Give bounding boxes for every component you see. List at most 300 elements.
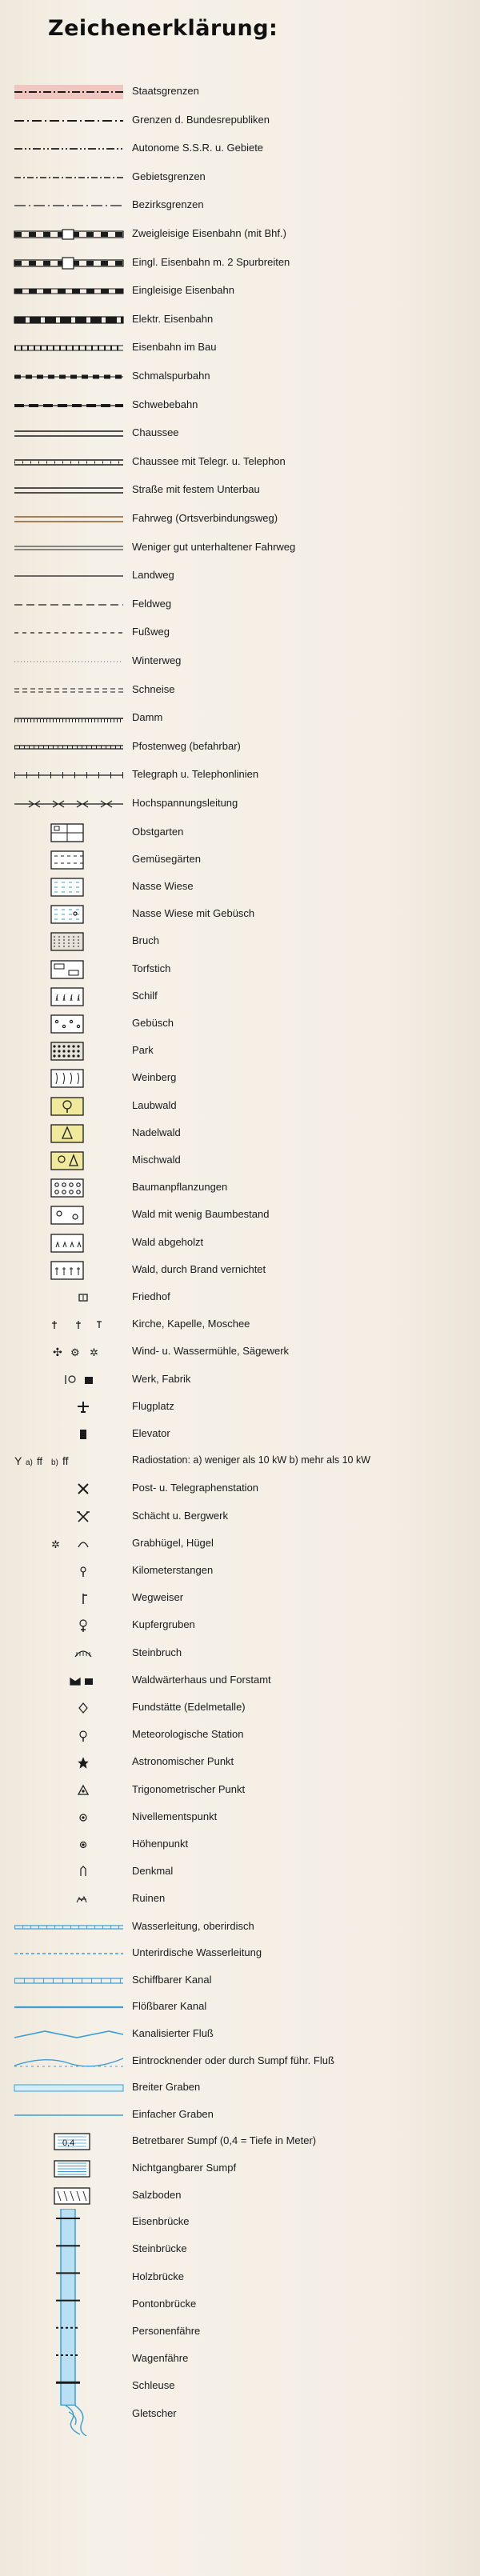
breiter-graben-symbol: [13, 2078, 125, 2098]
weinberg-symbol-svg: [13, 1068, 125, 1089]
kirche-symbol: [13, 1314, 125, 1335]
steinbrucke-label: Steinbrücke: [132, 2242, 187, 2255]
wald-abgeholzt-symbol-svg: [13, 1233, 125, 1254]
gebusch-label: Gebüsch: [132, 1017, 174, 1029]
wald-wenig-baumbestand-label: Wald mit wenig Baumbestand: [132, 1208, 270, 1221]
schmalspurbahn-symbol: [13, 366, 125, 387]
laubwald-symbol-svg: [13, 1096, 125, 1117]
elektr-eisenbahn-symbol-svg: [13, 310, 125, 330]
fahrweg-symbol: [13, 509, 125, 530]
hochspannungsleitung-symbol-svg: [13, 794, 125, 814]
zweigleisige-eisenbahn-label: Zweigleisige Eisenbahn (mit Bhf.): [132, 227, 286, 239]
bezirksgrenzen-symbol: [13, 195, 125, 216]
chaussee-telegraph-symbol: [13, 452, 125, 473]
legend-entry-wald-brand: [0, 1258, 480, 1286]
nasse-wiese-label: Nasse Wiese: [132, 880, 194, 892]
schiffbarer-kanal-label: Schiffbarer Kanal: [132, 1973, 212, 1986]
schneise-label: Schneise: [132, 682, 175, 695]
park-label: Park: [132, 1044, 154, 1057]
svg-text:Y: Y: [14, 1454, 22, 1468]
legend-entry-eingleisige-eisenbahn: [0, 279, 480, 308]
hochspannungsleitung-symbol: [13, 794, 125, 814]
nasse-wiese-gebusch-label: Nasse Wiese mit Gebüsch: [132, 907, 255, 920]
landweg-symbol: [13, 566, 125, 586]
muhle-symbol: [13, 1342, 125, 1362]
radiostation-label: Radiostation: a) weniger als 10 kW b) mehr als 10 kW: [132, 1454, 371, 1466]
grabhugel-symbol-svg: [13, 1534, 125, 1554]
wagenfahre-label: Wagenfähre: [132, 2352, 189, 2365]
kirche-symbol-svg: [13, 1314, 125, 1335]
legend-entry-mischwald: [0, 1149, 480, 1176]
betretbarer-sumpf-symbol: [13, 2131, 125, 2152]
kanalisierter-fluss-symbol-svg: [13, 2024, 125, 2045]
denkmal-label: Denkmal: [132, 1865, 174, 1878]
legend-entry-waldwarterhaus: [0, 1669, 480, 1696]
autonome-ssr-symbol-svg: [13, 138, 125, 159]
ruinen-label: Ruinen: [132, 1892, 166, 1905]
eisenbahn-im-bau-symbol: [13, 338, 125, 358]
autonome-ssr-label: Autonome S.S.R. u. Gebiete: [132, 142, 264, 154]
damm-symbol: [13, 708, 125, 729]
legend-entry-landweg: [0, 564, 480, 593]
kanalisierter-fluss-label: Kanalisierter Fluß: [132, 2027, 214, 2039]
elevator-symbol: [13, 1424, 125, 1445]
telegraph-linien-label: Telegraph u. Telephonlinien: [132, 768, 259, 781]
legend-entry-kirche: [0, 1313, 480, 1340]
bruch-symbol: [13, 931, 125, 952]
ruinen-symbol: [13, 1889, 125, 1910]
eisenbahn-im-bau-symbol-svg: [13, 338, 125, 358]
personenfahre-label: Personenfähre: [132, 2325, 201, 2337]
eingleisige-eisenbahn-symbol-svg: [13, 281, 125, 302]
grenzen-bundesrepubliken-label: Grenzen d. Bundesrepubliken: [132, 113, 270, 126]
damm-label: Damm: [132, 711, 163, 724]
friedhof-label: Friedhof: [132, 1290, 170, 1302]
autonome-ssr-symbol: [13, 138, 125, 159]
schwebebahn-label: Schwebebahn: [132, 398, 198, 410]
holzbrucke-label: Holzbrücke: [132, 2270, 185, 2282]
gemusegarten-symbol: [13, 850, 125, 870]
legend-entry-weinberg: [0, 1066, 480, 1094]
weniger-unterhaltener-fahrweg-symbol-svg: [13, 538, 125, 558]
trigonometrischer-symbol-svg: [13, 1780, 125, 1801]
wasserleitung-unterirdisch-symbol: [13, 1943, 125, 1964]
legend-entry-fahrweg: [0, 507, 480, 536]
legend-entry-laubwald: [0, 1094, 480, 1122]
svg-text:✲: ✲: [51, 1538, 60, 1550]
betretbarer-sumpf-label: Betretbarer Sumpf (0,4 = Tiefe in Meter): [132, 2134, 317, 2147]
gebietsgrenzen-label: Gebietsgrenzen: [132, 170, 206, 182]
winterweg-symbol-svg: [13, 651, 125, 672]
eingleisige-eisenbahn-label: Eingleisige Eisenbahn: [132, 284, 234, 297]
schiffbarer-kanal-symbol-svg: [13, 1970, 125, 1991]
gebusch-symbol: [13, 1014, 125, 1034]
legend-entry-gemusegarten: [0, 848, 480, 875]
legend-entry-pfostenweg: [0, 735, 480, 764]
torfstich-symbol-svg: [13, 959, 125, 980]
flugplatz-symbol-svg: [13, 1397, 125, 1418]
telegraph-linien-symbol-svg: [13, 765, 125, 786]
gletscher-label: Gletscher: [132, 2406, 177, 2419]
grabhugel-label: Grabhügel, Hügel: [132, 1536, 214, 1549]
nivellementspunkt-symbol-svg: [13, 1807, 125, 1828]
legend-entry-park: [0, 1039, 480, 1066]
kilometersteine-symbol: [13, 1561, 125, 1582]
landweg-symbol-svg: [13, 566, 125, 586]
legend-entry-wald-wenig-baumbestand: [0, 1203, 480, 1230]
legend-entry-telegraph-linien: [0, 763, 480, 792]
staatsgrenzen-label: Staatsgrenzen: [132, 85, 199, 97]
strasse-unterbau-label: Straße mit festem Unterbau: [132, 483, 260, 496]
flossbarer-kanal-label: Flößbarer Kanal: [132, 2000, 207, 2013]
radiostation-symbol-svg: [13, 1451, 125, 1472]
fussweg-symbol: [13, 622, 125, 643]
telegraph-linien-symbol: [13, 765, 125, 786]
nasse-wiese-gebusch-symbol-svg: [13, 904, 125, 925]
steinbruch-symbol: [13, 1643, 125, 1664]
weniger-unterhaltener-fahrweg-label: Weniger gut unterhaltener Fahrweg: [132, 540, 296, 553]
legend-entry-einfacher-graben: [0, 2103, 480, 2130]
einfacher-graben-label: Einfacher Graben: [132, 2107, 214, 2120]
trigonometrischer-symbol: [13, 1780, 125, 1801]
kanalisierter-fluss-symbol: [13, 2024, 125, 2045]
flugplatz-label: Flugplatz: [132, 1399, 174, 1412]
chaussee-label: Chaussee: [132, 426, 179, 439]
baumanpflanzungen-symbol: [13, 1178, 125, 1198]
flossbarer-kanal-symbol: [13, 1997, 125, 2018]
wald-wenig-baumbestand-symbol: [13, 1205, 125, 1226]
schacht-bergwerk-symbol-svg: [13, 1506, 125, 1527]
park-symbol: [13, 1041, 125, 1062]
nadelwald-symbol-svg: [13, 1123, 125, 1144]
svg-text:0,4: 0,4: [62, 2138, 75, 2149]
legend-entry-schacht-bergwerk: [0, 1505, 480, 1532]
obstgarten-label: Obstgarten: [132, 825, 184, 838]
gletscher-symbol: [13, 2404, 125, 2425]
legend-entry-wald-abgeholzt: [0, 1231, 480, 1258]
legend-entry-winterweg: [0, 650, 480, 678]
schilf-symbol-svg: [13, 986, 125, 1007]
legend-entry-nichtgangbarer-sumpf: [0, 2157, 480, 2184]
legend-entry-fussweg: [0, 621, 480, 650]
baumanpflanzungen-label: Baumanpflanzungen: [132, 1181, 228, 1194]
legend-entry-elevator: [0, 1422, 480, 1450]
legend-entry-flugplatz: [0, 1395, 480, 1422]
kupfergruben-symbol: [13, 1615, 125, 1636]
legend-entry-gebietsgrenzen: [0, 166, 480, 194]
fahrweg-symbol-svg: [13, 509, 125, 530]
schleuse-label: Schleuse: [132, 2379, 175, 2392]
weinberg-label: Weinberg: [132, 1071, 177, 1084]
weniger-unterhaltener-fahrweg-symbol: [13, 538, 125, 558]
legend-entry-flossbarer-kanal: [0, 1995, 480, 2022]
mischwald-symbol: [13, 1150, 125, 1171]
schwebebahn-symbol-svg: [13, 395, 125, 416]
legend-entry-kilometersteine: [0, 1559, 480, 1586]
kilometersteine-label: Kilometerstangen: [132, 1564, 214, 1576]
werk-fabrik-label: Werk, Fabrik: [132, 1372, 191, 1385]
fundstatte-label: Fundstätte (Edelmetalle): [132, 1701, 246, 1713]
elektr-eisenbahn-label: Elektr. Eisenbahn: [132, 312, 214, 325]
astronomischer-label: Astronomischer Punkt: [132, 1755, 234, 1768]
wegweiser-symbol: [13, 1588, 125, 1609]
legend-entry-schilf: [0, 985, 480, 1012]
legend-entry-salzboden: [0, 2184, 480, 2211]
torfstich-symbol: [13, 959, 125, 980]
svg-text:ff: ff: [37, 1455, 42, 1468]
feldweg-label: Feldweg: [132, 597, 172, 610]
legend-entry-astronomischer: [0, 1750, 480, 1778]
chaussee-telegraph-label: Chaussee mit Telegr. u. Telephon: [132, 454, 286, 467]
svg-text:b): b): [51, 1458, 58, 1468]
winterweg-label: Winterweg: [132, 654, 182, 666]
legend-entry-wasserleitung-oberirdisch: [0, 1915, 480, 1942]
legend-entry-denkmal: [0, 1860, 480, 1887]
gebietsgrenzen-symbol-svg: [13, 167, 125, 188]
nasse-wiese-symbol-svg: [13, 877, 125, 898]
wasserleitung-oberirdisch-label: Wasserleitung, oberirdisch: [132, 1919, 254, 1932]
meteorologische-label: Meteorologische Station: [132, 1728, 244, 1741]
radiostation-symbol: [13, 1451, 125, 1472]
wegweiser-symbol-svg: [13, 1588, 125, 1609]
breiter-graben-label: Breiter Graben: [132, 2081, 201, 2094]
legend-entry-torfstich: [0, 958, 480, 985]
legend-entry-hochspannungsleitung: [0, 792, 480, 821]
legend-entry-friedhof: [0, 1286, 480, 1313]
staatsgrenzen-symbol-svg: [13, 82, 125, 102]
astronomischer-symbol-svg: [13, 1752, 125, 1773]
gebietsgrenzen-symbol: [13, 167, 125, 188]
chaussee-symbol: [13, 423, 125, 444]
fundstatte-symbol-svg: [13, 1698, 125, 1718]
einfacher-graben-symbol-svg: [13, 2105, 125, 2126]
flossbarer-kanal-symbol-svg: [13, 1997, 125, 2018]
legend-entry-trigonometrischer: [0, 1778, 480, 1806]
legend-entry-post-telegraphen: [0, 1477, 480, 1504]
legend-entry-staatsgrenzen: [0, 80, 480, 109]
legend-entry-meteorologische: [0, 1723, 480, 1750]
gemusegarten-symbol-svg: [13, 850, 125, 870]
gemusegarten-label: Gemüsegärten: [132, 852, 201, 865]
trigonometrischer-label: Trigonometrischer Punkt: [132, 1782, 246, 1795]
werk-fabrik-symbol: [13, 1370, 125, 1390]
laubwald-label: Laubwald: [132, 1098, 177, 1111]
post-telegraphen-label: Post- u. Telegraphenstation: [132, 1482, 259, 1494]
schwebebahn-symbol: [13, 395, 125, 416]
legend-entry-strasse-unterbau: [0, 478, 480, 507]
eintrocknender-fluss-label: Eintrocknender oder durch Sumpf führ. Fluß: [132, 2054, 334, 2066]
elevator-symbol-svg: [13, 1424, 125, 1445]
zweigleisige-eisenbahn-symbol: [13, 224, 125, 245]
waldwarterhaus-symbol: [13, 1670, 125, 1691]
schmalspurbahn-symbol-svg: [13, 366, 125, 387]
legend-entry-kanalisierter-fluss: [0, 2022, 480, 2050]
legend-entry-nadelwald: [0, 1122, 480, 1149]
post-telegraphen-symbol-svg: [13, 1478, 125, 1499]
legend-entry-wasserleitung-unterirdisch: [0, 1942, 480, 1969]
kilometersteine-symbol-svg: [13, 1561, 125, 1582]
schacht-bergwerk-label: Schächt u. Bergwerk: [132, 1509, 228, 1522]
nichtgangbarer-sumpf-symbol: [13, 2158, 125, 2179]
legend-entry-steinbruch: [0, 1642, 480, 1669]
wald-brand-symbol: [13, 1260, 125, 1281]
legend-entry-schneise: [0, 678, 480, 707]
eingl-eisenbahn-spurbreiten-label: Eingl. Eisenbahn m. 2 Spurbreiten: [132, 255, 290, 268]
meteorologische-symbol-svg: [13, 1725, 125, 1746]
wald-brand-symbol-svg: [13, 1260, 125, 1281]
legend-entry-schmalspurbahn: [0, 365, 480, 394]
svg-text:✲: ✲: [90, 1346, 98, 1359]
river-band-symbol: [53, 2209, 85, 2405]
svg-text:ff: ff: [62, 1454, 69, 1468]
legend-entry-grabhugel: [0, 1532, 480, 1559]
legend-entry-werk-fabrik: [0, 1368, 480, 1395]
legend-entry-gletscher: [0, 2402, 480, 2436]
legend-entry-schwebebahn: [0, 394, 480, 422]
laubwald-symbol: [13, 1096, 125, 1117]
svg-text:✣: ✣: [53, 1346, 62, 1359]
strasse-unterbau-symbol: [13, 480, 125, 501]
legend-entry-autonome-ssr: [0, 137, 480, 166]
eintrocknender-fluss-symbol-svg: [13, 2051, 125, 2072]
flugplatz-symbol: [13, 1397, 125, 1418]
legend-entry-feldweg: [0, 593, 480, 622]
wasserleitung-oberirdisch-symbol: [13, 1917, 125, 1938]
elektr-eisenbahn-symbol: [13, 310, 125, 330]
eintrocknender-fluss-symbol: [13, 2051, 125, 2072]
svg-text:a): a): [26, 1458, 33, 1468]
legend-entry-ruinen: [0, 1887, 480, 1914]
legend-title: Zeichenerklärung:: [48, 16, 278, 41]
eisenbahn-im-bau-label: Eisenbahn im Bau: [132, 341, 217, 354]
landweg-label: Landweg: [132, 569, 174, 582]
kirche-label: Kirche, Kapelle, Moschee: [132, 1318, 250, 1330]
bruch-symbol-svg: [13, 931, 125, 952]
legend-entry-nivellementspunkt: [0, 1806, 480, 1833]
legend-entry-nasse-wiese: [0, 875, 480, 902]
nasse-wiese-symbol: [13, 877, 125, 898]
meteorologische-symbol: [13, 1725, 125, 1746]
grabhugel-symbol: [13, 1534, 125, 1554]
bezirksgrenzen-label: Bezirksgrenzen: [132, 198, 204, 211]
schilf-symbol: [13, 986, 125, 1007]
hohenpunkt-symbol: [13, 1834, 125, 1855]
schacht-bergwerk-symbol: [13, 1506, 125, 1527]
legend-entry-schiffbarer-kanal: [0, 1969, 480, 1996]
hohenpunkt-label: Höhenpunkt: [132, 1838, 189, 1850]
pfostenweg-symbol-svg: [13, 737, 125, 758]
eisenbrucke-label: Eisenbrücke: [132, 2215, 190, 2228]
weinberg-symbol: [13, 1068, 125, 1089]
legend-entry-elektr-eisenbahn: [0, 308, 480, 337]
nasse-wiese-gebusch-symbol: [13, 904, 125, 925]
obstgarten-symbol: [13, 822, 125, 843]
chaussee-telegraph-symbol-svg: [13, 452, 125, 473]
kupfergruben-symbol-svg: [13, 1615, 125, 1636]
mischwald-label: Mischwald: [132, 1154, 181, 1166]
feldweg-symbol-svg: [13, 594, 125, 615]
wald-wenig-baumbestand-symbol-svg: [13, 1205, 125, 1226]
legend-entry-grenzen-bundesrepubliken: [0, 109, 480, 138]
winterweg-symbol: [13, 651, 125, 672]
feldweg-symbol: [13, 594, 125, 615]
muhle-symbol-svg: [13, 1342, 125, 1362]
hochspannungsleitung-label: Hochspannungsleitung: [132, 797, 238, 809]
pfostenweg-label: Pfostenweg (befahrbar): [132, 739, 241, 752]
legend-entry-fundstatte: [0, 1696, 480, 1723]
waldwarterhaus-label: Waldwärterhaus und Forstamt: [132, 1673, 271, 1686]
friedhof-symbol-svg: [13, 1287, 125, 1308]
wald-abgeholzt-label: Wald abgeholzt: [132, 1235, 204, 1248]
fussweg-symbol-svg: [13, 622, 125, 643]
hohenpunkt-symbol-svg: [13, 1834, 125, 1855]
ruinen-symbol-svg: [13, 1889, 125, 1910]
denkmal-symbol: [13, 1862, 125, 1882]
pontonbrucke-label: Pontonbrücke: [132, 2297, 197, 2310]
legend-entry-eisenbahn-im-bau: [0, 336, 480, 365]
damm-symbol-svg: [13, 708, 125, 729]
mischwald-symbol-svg: [13, 1150, 125, 1171]
eingleisige-eisenbahn-symbol: [13, 281, 125, 302]
legend-entry-radiostation: [0, 1450, 480, 1477]
elevator-label: Elevator: [132, 1427, 170, 1439]
legend-entry-damm: [0, 706, 480, 735]
legend-entry-gebusch: [0, 1012, 480, 1039]
legend-entry-weniger-unterhaltener-fahrweg: [0, 536, 480, 565]
breiter-graben-symbol-svg: [13, 2078, 125, 2098]
legend-entry-zweigleisige-eisenbahn: [0, 222, 480, 251]
wasserleitung-unterirdisch-symbol-svg: [13, 1943, 125, 1964]
legend-entry-breiter-graben: [0, 2076, 480, 2103]
steinbruch-label: Steinbruch: [132, 1646, 182, 1658]
park-symbol-svg: [13, 1041, 125, 1062]
nivellementspunkt-symbol: [13, 1807, 125, 1828]
legend-entry-kupfergruben: [0, 1614, 480, 1641]
legend-entry-muhle: [0, 1340, 480, 1367]
fundstatte-symbol: [13, 1698, 125, 1718]
schneise-symbol-svg: [13, 680, 125, 701]
wald-brand-label: Wald, durch Brand vernichtet: [132, 1262, 266, 1275]
einfacher-graben-symbol: [13, 2105, 125, 2126]
legend-entry-nasse-wiese-gebusch: [0, 902, 480, 930]
bruch-label: Bruch: [132, 934, 159, 947]
fahrweg-label: Fahrweg (Ortsverbindungsweg): [132, 512, 278, 524]
astronomischer-symbol: [13, 1752, 125, 1773]
nichtgangbarer-sumpf-symbol-svg: [13, 2158, 125, 2179]
schneise-symbol: [13, 680, 125, 701]
wasserleitung-unterirdisch-label: Unterirdische Wasserleitung: [132, 1946, 262, 1959]
muhle-label: Wind- u. Wassermühle, Sägewerk: [132, 1345, 290, 1358]
betretbarer-sumpf-symbol-svg: [13, 2131, 125, 2152]
strasse-unterbau-symbol-svg: [13, 480, 125, 501]
bezirksgrenzen-symbol-svg: [13, 195, 125, 216]
obstgarten-symbol-svg: [13, 822, 125, 843]
schmalspurbahn-label: Schmalspurbahn: [132, 370, 210, 382]
staatsgrenzen-symbol: [13, 82, 125, 102]
legend-entry-betretbarer-sumpf: [0, 2130, 480, 2157]
legend-entry-hohenpunkt: [0, 1833, 480, 1860]
schilf-label: Schilf: [132, 989, 158, 1002]
nivellementspunkt-label: Nivellementspunkt: [132, 1810, 218, 1822]
salzboden-symbol: [13, 2186, 125, 2206]
legend-entry-chaussee-telegraph: [0, 450, 480, 479]
eingl-eisenbahn-spurbreiten-symbol-svg: [13, 253, 125, 274]
eingl-eisenbahn-spurbreiten-symbol: [13, 253, 125, 274]
denkmal-symbol-svg: [13, 1862, 125, 1882]
waldwarterhaus-symbol-svg: [13, 1670, 125, 1691]
grenzen-bundesrepubliken-symbol-svg: [13, 110, 125, 131]
gebusch-symbol-svg: [13, 1014, 125, 1034]
